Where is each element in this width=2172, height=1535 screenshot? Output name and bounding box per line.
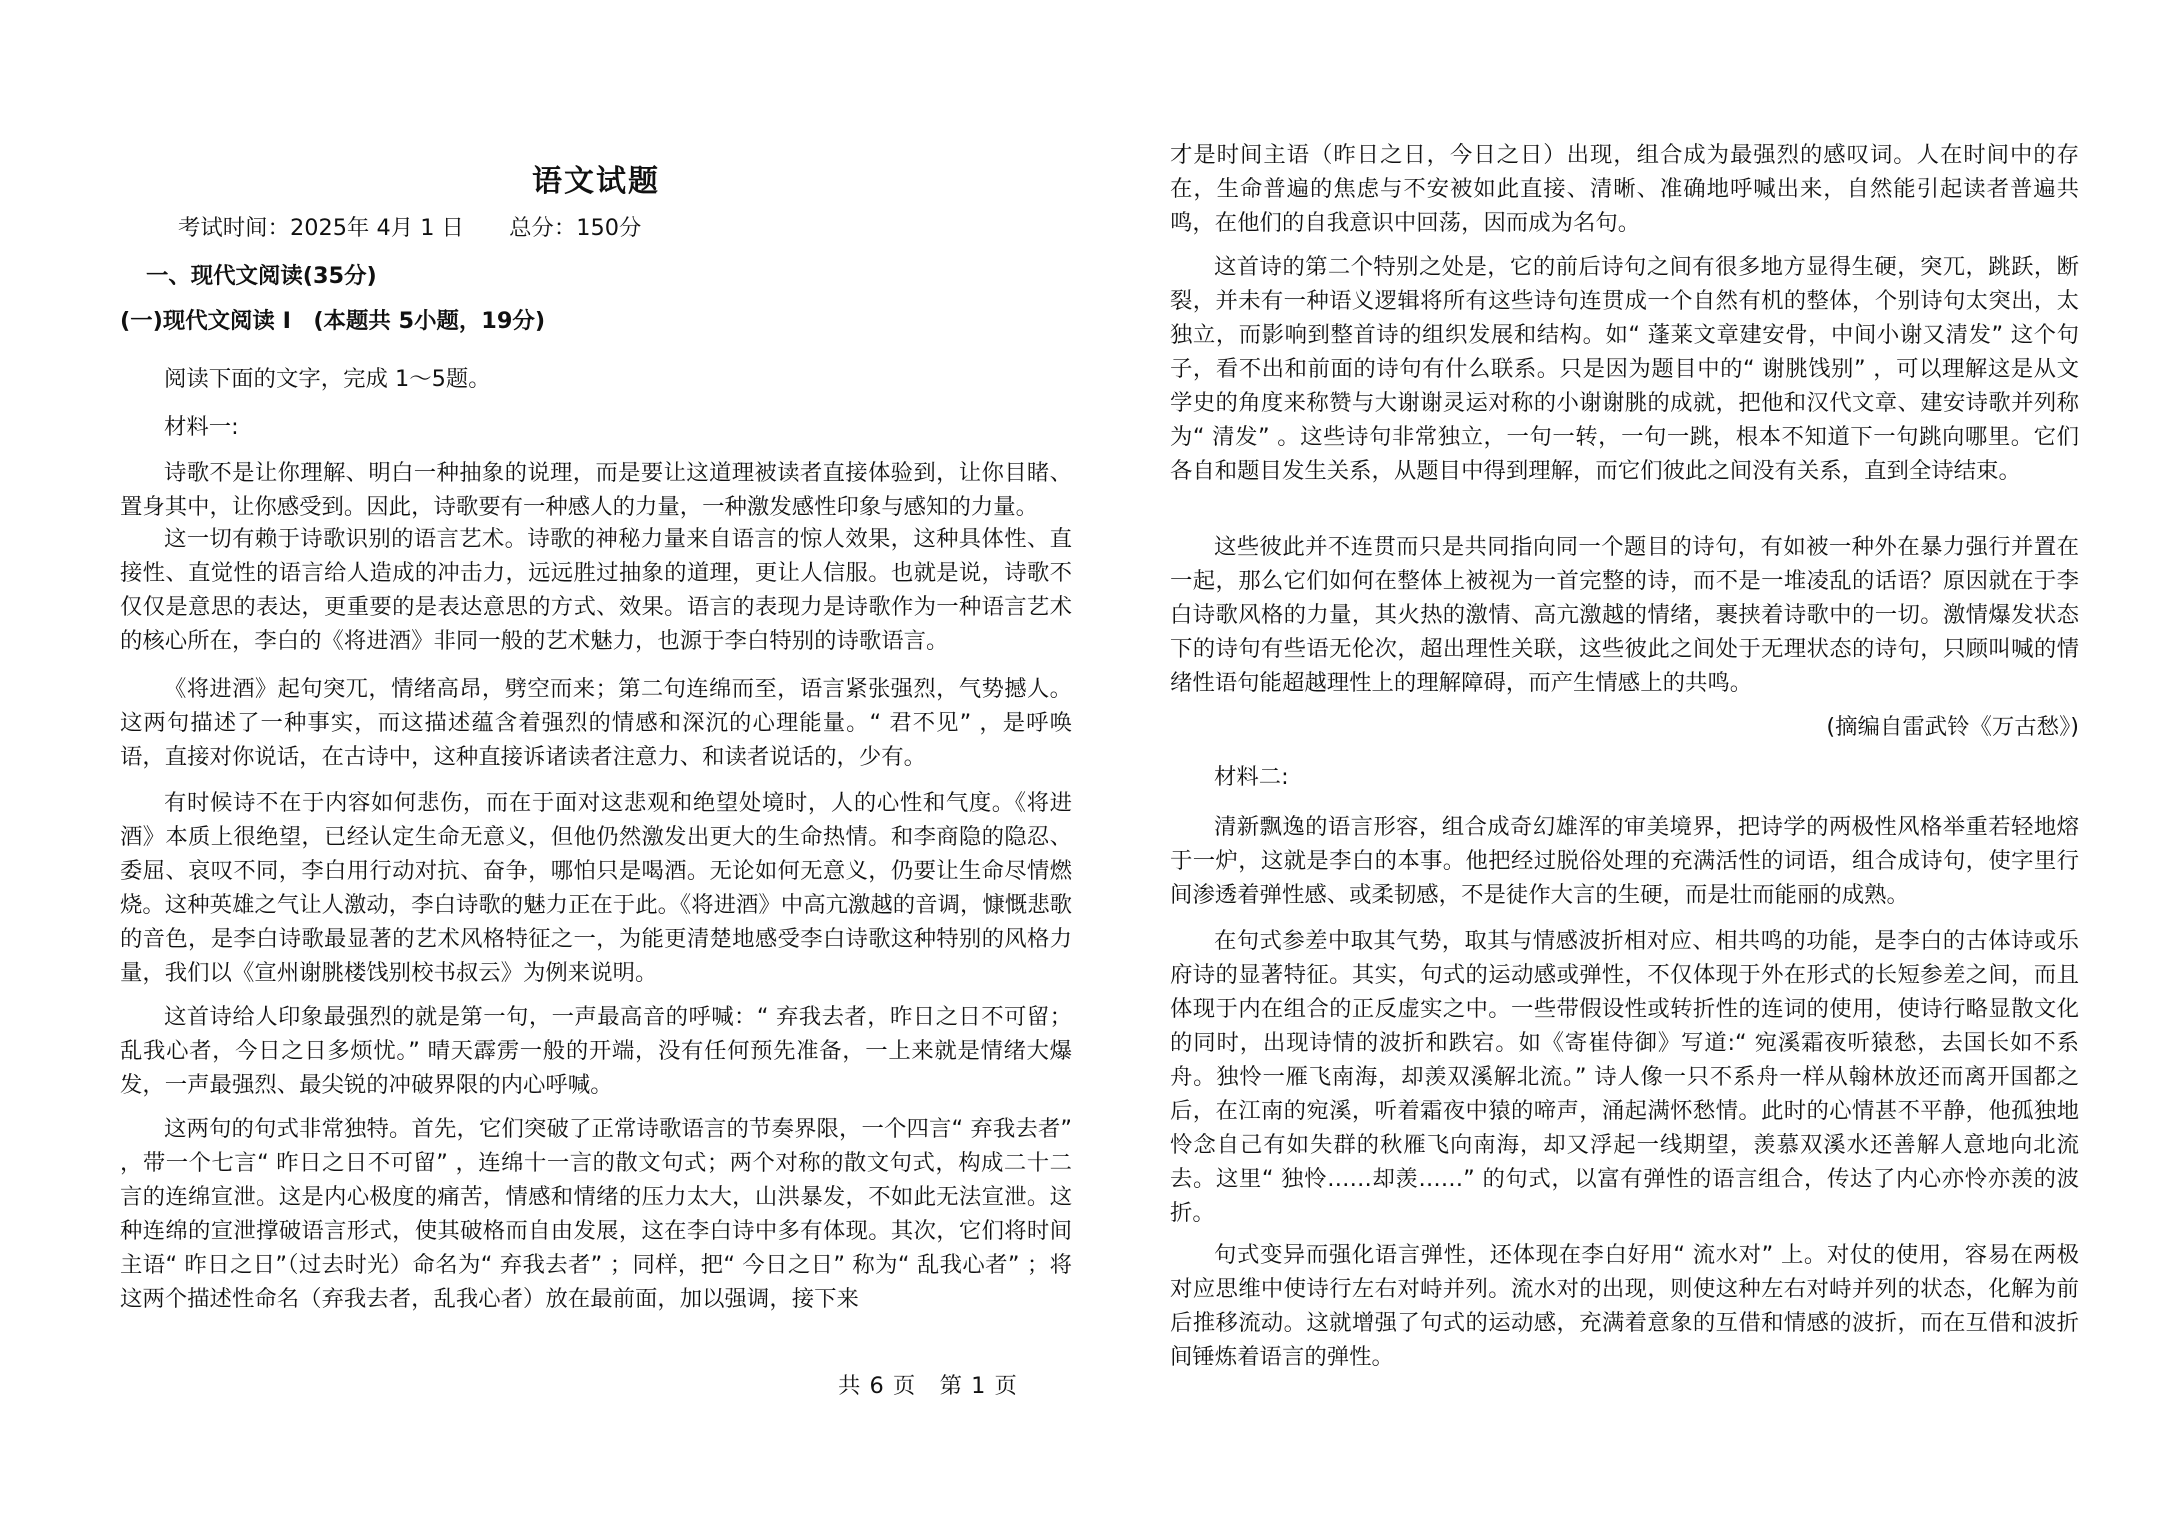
sub-heading: (一)现代文阅读 Ⅰ (本题共 5小题，19分) (120, 308, 546, 334)
paragraph: 这一切有赖于诗歌识别的语言艺术。诗歌的神秘力量来自语言的惊人效果，这种具体性、直接性、直觉性的语言给人造成的冲击力，远远胜过抽象的道理，更让人信服。也就是说，诗歌不仅仅是意思的表达，更重要的是表达意思的方式、效果。语言的表现力是诗歌作为一种语言艺术的核心所在，李白的《将进酒》非同一般的艺术魅力，也源于李白特别的诗歌语言。 (120, 526, 1072, 654)
paragraph: 这首诗给人印象最强烈的就是第一句，一声最高音的呼喊：“ 弃我去者，昨日之日不可留；乱我心者，今日之日多烦忧。” 晴天霹雳一般的开端，没有任何预先准备，一上来就是情绪大爆发，一声最强烈、最尖锐的冲破界限的内心呼喊。 (120, 1004, 1072, 1098)
section-heading: 一、现代文阅读(35分) (146, 263, 377, 289)
total-score: 总分：150分 (509, 215, 642, 241)
paragraph: 句式变异而强化语言弹性，还体现在李白好用“ 流水对” 上。对仗的使用，容易在两极对应思维中使诗行左右对峙并列。流水对的出现，则使这种左右对峙并列的状态，化解为前后推移流动。这就增强了句式的运动感，充满着意象的互借和情感的波折，而在互借和波折间锤炼着语言的弹性。 (1170, 1242, 2079, 1370)
paragraph: 才是时间主语（昨日之日，今日之日）出现，组合成为最强烈的感叹词。人在时间中的存在，生命普遍的焦虑与不安被如此直接、清晰、准确地呼喊出来，自然能引起读者普遍共鸣，在他们的自我意识中回荡，因而成为名句。 (1170, 142, 2079, 236)
left-page (120, 0, 1072, 1535)
instruction: 阅读下面的文字，完成 1～5题。 (164, 366, 491, 392)
material-label: 材料一: (164, 414, 239, 440)
paragraph: 清新飘逸的语言形容，组合成奇幻雄浑的审美境界，把诗学的两极性风格举重若轻地熔于一炉，这就是李白的本事。他把经过脱俗处理的充满活性的词语，组合成诗句，使字里行间渗透着弹性感、或柔韧感，不是徒作大言的生硬，而是壮而能丽的成熟。 (1170, 814, 2079, 908)
paragraph: 这些彼此并不连贯而只是共同指向同一个题目的诗句，有如被一种外在暴力强行并置在一起，那么它们如何在整体上被视为一首完整的诗，而不是一堆凌乱的话语？原因就在于李白诗歌风格的力量，其火热的激情、高亢激越的情绪，裹挟着诗歌中的一切。激情爆发状态下的诗句有些语无伦次，超出理性关联，这些彼此之间处于无理状态的诗句，只顾叫喊的情绪性语句能超越理性上的理解障碍，而产生情感上的共鸣。 (1170, 534, 2079, 696)
exam-time: 考试时间：2025年 4月 1 日 (178, 215, 464, 241)
right-page (1170, 0, 2079, 1535)
page-footer: 共 6 页 第 1 页 (838, 1373, 1018, 1399)
paragraph: 在句式参差中取其气势，取其与情感波折相对应、相共鸣的功能，是李白的古体诗或乐府诗的显著特征。其实，句式的运动感或弹性，不仅体现于外在形式的长短参差之间，而且体现于内在组合的正反虚实之中。一些带假设性或转折性的连词的使用，使诗行略显散文化的同时，出现诗情的波折和跌宕。如《寄崔侍御》写道:“ 宛溪霜夜听猿愁，去国长如不系舟。独怜一雁飞南海，却羡双溪解北流。” 诗人像一只不系舟一样从翰林放还而离开国都之后，在江南的宛溪，听着霜夜中猿的啼声，涌起满怀愁情。此时的心情甚不平静，他孤独地怜念自己有如失群的秋雁飞向南海，却又浮起一线期望，羡慕双溪水还善解人意地向北流去。这里“ 独怜……却羡……” 的句式，以富有弹性的语言组合，传达了内心亦怜亦羡的波折。 (1170, 928, 2079, 1226)
paragraph: 诗歌不是让你理解、明白一种抽象的说理，而是要让这道理被读者直接体验到，让你目睹、置身其中，让你感受到。因此，诗歌要有一种感人的力量，一种激发感性印象与感知的力量。 (120, 460, 1072, 520)
paragraph: 有时候诗不在于内容如何悲伤，而在于面对这悲观和绝望处境时，人的心性和气度。《将进酒》本质上很绝望，已经认定生命无意义，但他仍然激发出更大的生命热情。和李商隐的隐忍、委屈、哀叹不同，李白用行动对抗、奋争，哪怕只是喝酒。无论如何无意义，仍要让生命尽情燃烧。这种英雄之气让人激动，李白诗歌的魅力正在于此。《将进酒》中高亢激越的音调，慷慨悲歌的音色，是李白诗歌最显著的艺术风格特征之一，为能更清楚地感受李白诗歌这种特别的风格力量，我们以《宣州谢朓楼饯别校书叔云》为例来说明。 (120, 790, 1072, 986)
exam-title: 语文试题 (532, 164, 660, 199)
source-citation: (摘编自雷武铃《万古愁》) (1826, 714, 2079, 740)
exam-meta (178, 210, 679, 242)
paragraph: 《将进酒》起句突兀，情绪高昂，劈空而来；第二句连绵而至，语言紧张强烈，气势撼人。这两句描述了一种事实，而这描述蕴含着强烈的情感和深沉的心理能量。“ 君不见” ，是呼唤语，直接对你说话，在古诗中，这种直接诉诸读者注意力、和读者说话的，少有。 (120, 676, 1072, 770)
paragraph: 这两句的句式非常独特。首先，它们突破了正常诗歌语言的节奏界限，一个四言“ 弃我去者” ，带一个七言“ 昨日之日不可留” ，连绵十一言的散文句式；两个对称的散文句式，构成二十二言的连绵宣泄。这是内心极度的痛苦，情感和情绪的压力太大，山洪暴发，不如此无法宣泄。这种连绵的宣泄撑破语言形式，使其破格而自由发展，这在李白诗中多有体现。其次，它们将时间主语“ 昨日之日”（过去时光）命名为“ 弃我去者” ；同样，把“ 今日之日” 称为“ 乱我心者” ；将这两个描述性命名（弃我去者，乱我心者）放在最前面，加以强调，接下来 (120, 1116, 1072, 1312)
paragraph: 这首诗的第二个特别之处是，它的前后诗句之间有很多地方显得生硬，突兀，跳跃，断裂，并未有一种语义逻辑将所有这些诗句连贯成一个自然有机的整体，个别诗句太突出，太独立，而影响到整首诗的组织发展和结构。如“ 蓬莱文章建安骨，中间小谢又清发” 这个句子，看不出和前面的诗句有什么联系。只是因为题目中的“ 谢朓饯别” ，可以理解这是从文学史的角度来称赞与大谢谢灵运对称的小谢谢朓的成就，把他和汉代文章、建安诗歌并列称为“ 清发” 。这些诗句非常独立，一句一转，一句一跳，根本不知道下一句跳向哪里。它们各自和题目发生关系，从题目中得到理解，而它们彼此之间没有关系，直到全诗结束。 (1170, 254, 2079, 484)
material-label: 材料二: (1214, 764, 1289, 790)
